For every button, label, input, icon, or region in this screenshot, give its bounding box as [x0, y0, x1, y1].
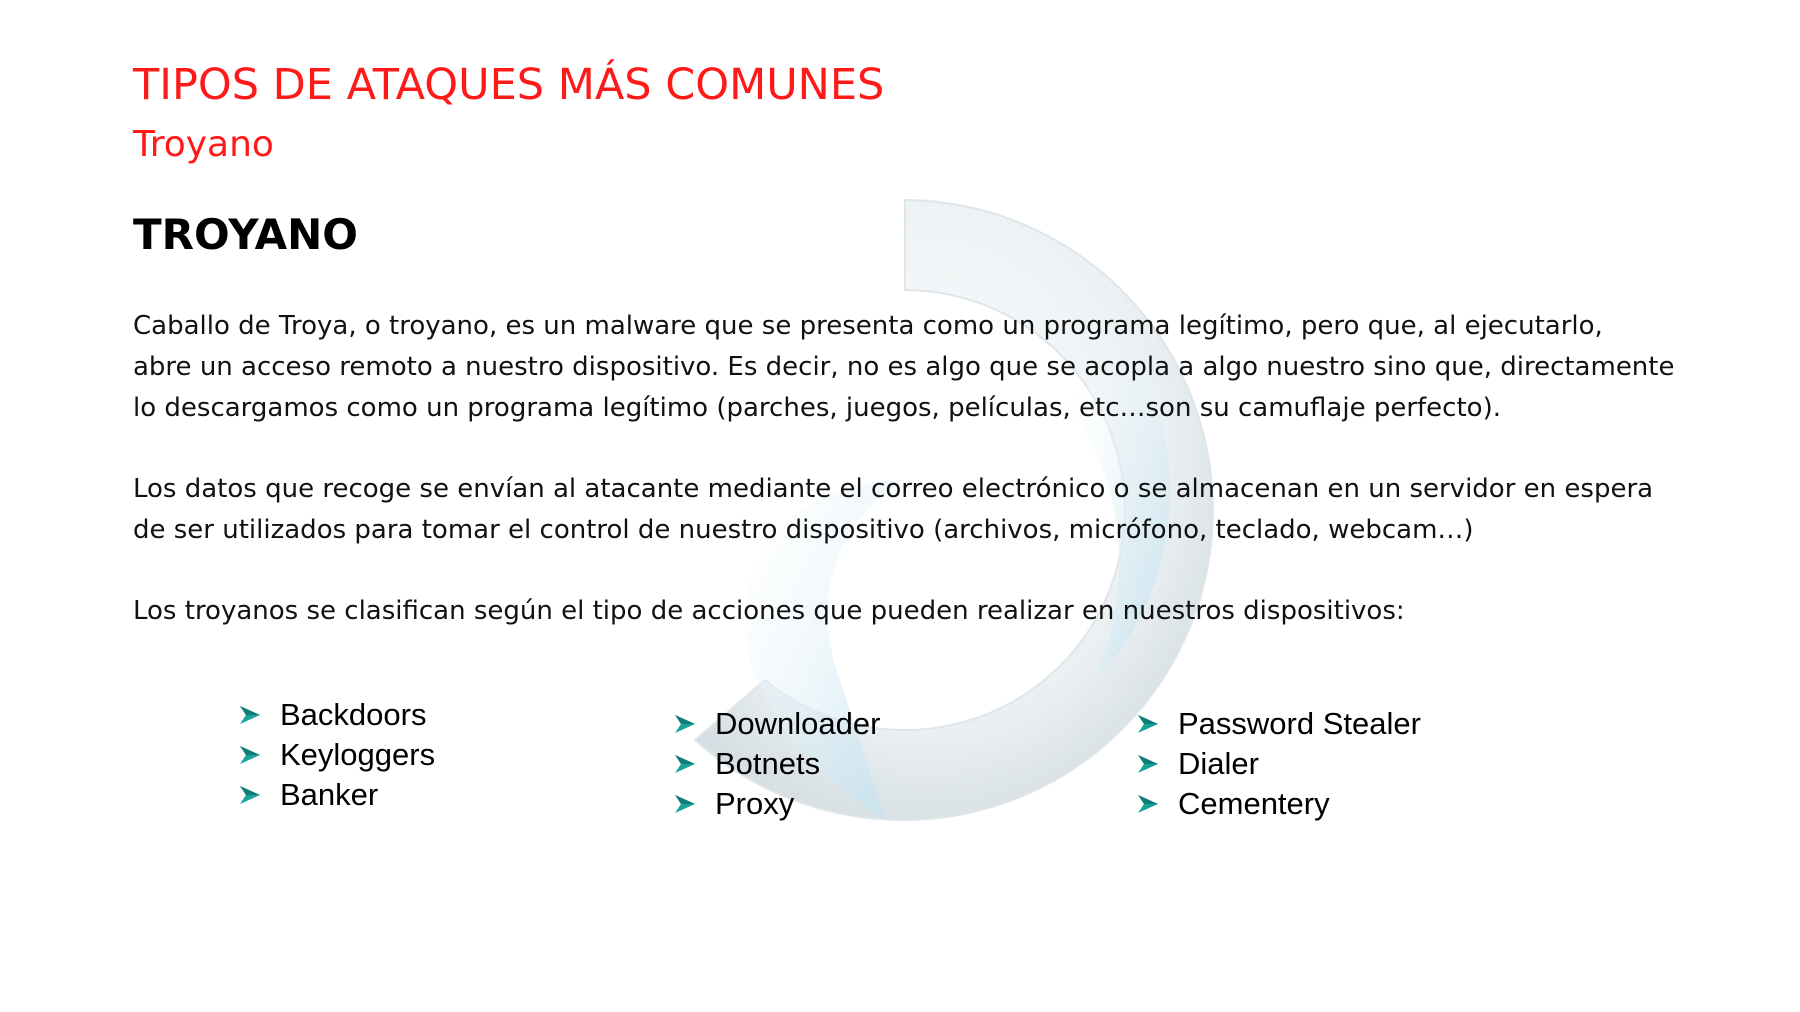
- list-item: [1136, 744, 1421, 784]
- list-item-label: Backdoors: [280, 697, 427, 732]
- arrow-bullet-icon: [1136, 712, 1160, 736]
- list-item-label: Password Stealer: [1178, 706, 1421, 741]
- paragraph-line: de ser utilizados para tomar el control de nuestro dispositivo (archivos, micrófono, teclado, webcam…): [133, 515, 1474, 545]
- list-item: [238, 735, 435, 775]
- arrow-bullet-icon: [1136, 752, 1160, 776]
- trojan-types-column-1: [238, 695, 435, 815]
- list-item-label: Dialer: [1178, 746, 1259, 781]
- arrow-bullet-icon: [238, 703, 262, 727]
- paragraph-classification: [133, 591, 1405, 632]
- arrow-bullet-icon: [238, 783, 262, 807]
- arrow-bullet-icon: [673, 712, 697, 736]
- list-item: [673, 704, 880, 744]
- list-item: [1136, 704, 1421, 744]
- slide-title: TIPOS DE ATAQUES MÁS COMUNES: [133, 60, 885, 110]
- paragraph-line: Los datos que recoge se envían al atacante mediante el correo electrónico o se almacenan en un servidor en espera: [133, 474, 1654, 504]
- arrow-bullet-icon: [673, 752, 697, 776]
- paragraph-definition: [133, 306, 1674, 429]
- list-item-label: Cementery: [1178, 786, 1330, 821]
- paragraph-line: lo descargamos como un programa legítimo (parches, juegos, películas, etc…son su camuflaje perfecto).: [133, 393, 1501, 423]
- arrow-bullet-icon: [238, 743, 262, 767]
- list-item-label: Downloader: [715, 706, 881, 741]
- list-item-label: Botnets: [715, 746, 821, 781]
- slide-subtitle: Troyano: [133, 124, 274, 165]
- section-heading: TROYANO: [133, 210, 358, 259]
- arrow-bullet-icon: [673, 792, 697, 816]
- trojan-types-column-2: [673, 704, 880, 824]
- paragraph-line: Los troyanos se clasifican según el tipo de acciones que pueden realizar en nuestros dispositivos:: [133, 596, 1405, 626]
- list-item-label: Proxy: [715, 786, 795, 821]
- list-item-label: Banker: [280, 777, 379, 812]
- trojan-types-column-3: [1136, 704, 1421, 824]
- list-item: [238, 695, 435, 735]
- paragraph-data-collection: [133, 469, 1653, 551]
- list-item: [1136, 784, 1421, 824]
- arrow-bullet-icon: [1136, 792, 1160, 816]
- list-item-label: Keyloggers: [280, 737, 436, 772]
- paragraph-line: abre un acceso remoto a nuestro dispositivo. Es decir, no es algo que se acopla a algo nuestro sino que, directamente: [133, 352, 1675, 382]
- list-item: [673, 784, 880, 824]
- list-item: [673, 744, 880, 784]
- paragraph-line: Caballo de Troya, o troyano, es un malware que se presenta como un programa legítimo, pero que, al ejecutarlo,: [133, 311, 1603, 341]
- list-item: [238, 775, 435, 815]
